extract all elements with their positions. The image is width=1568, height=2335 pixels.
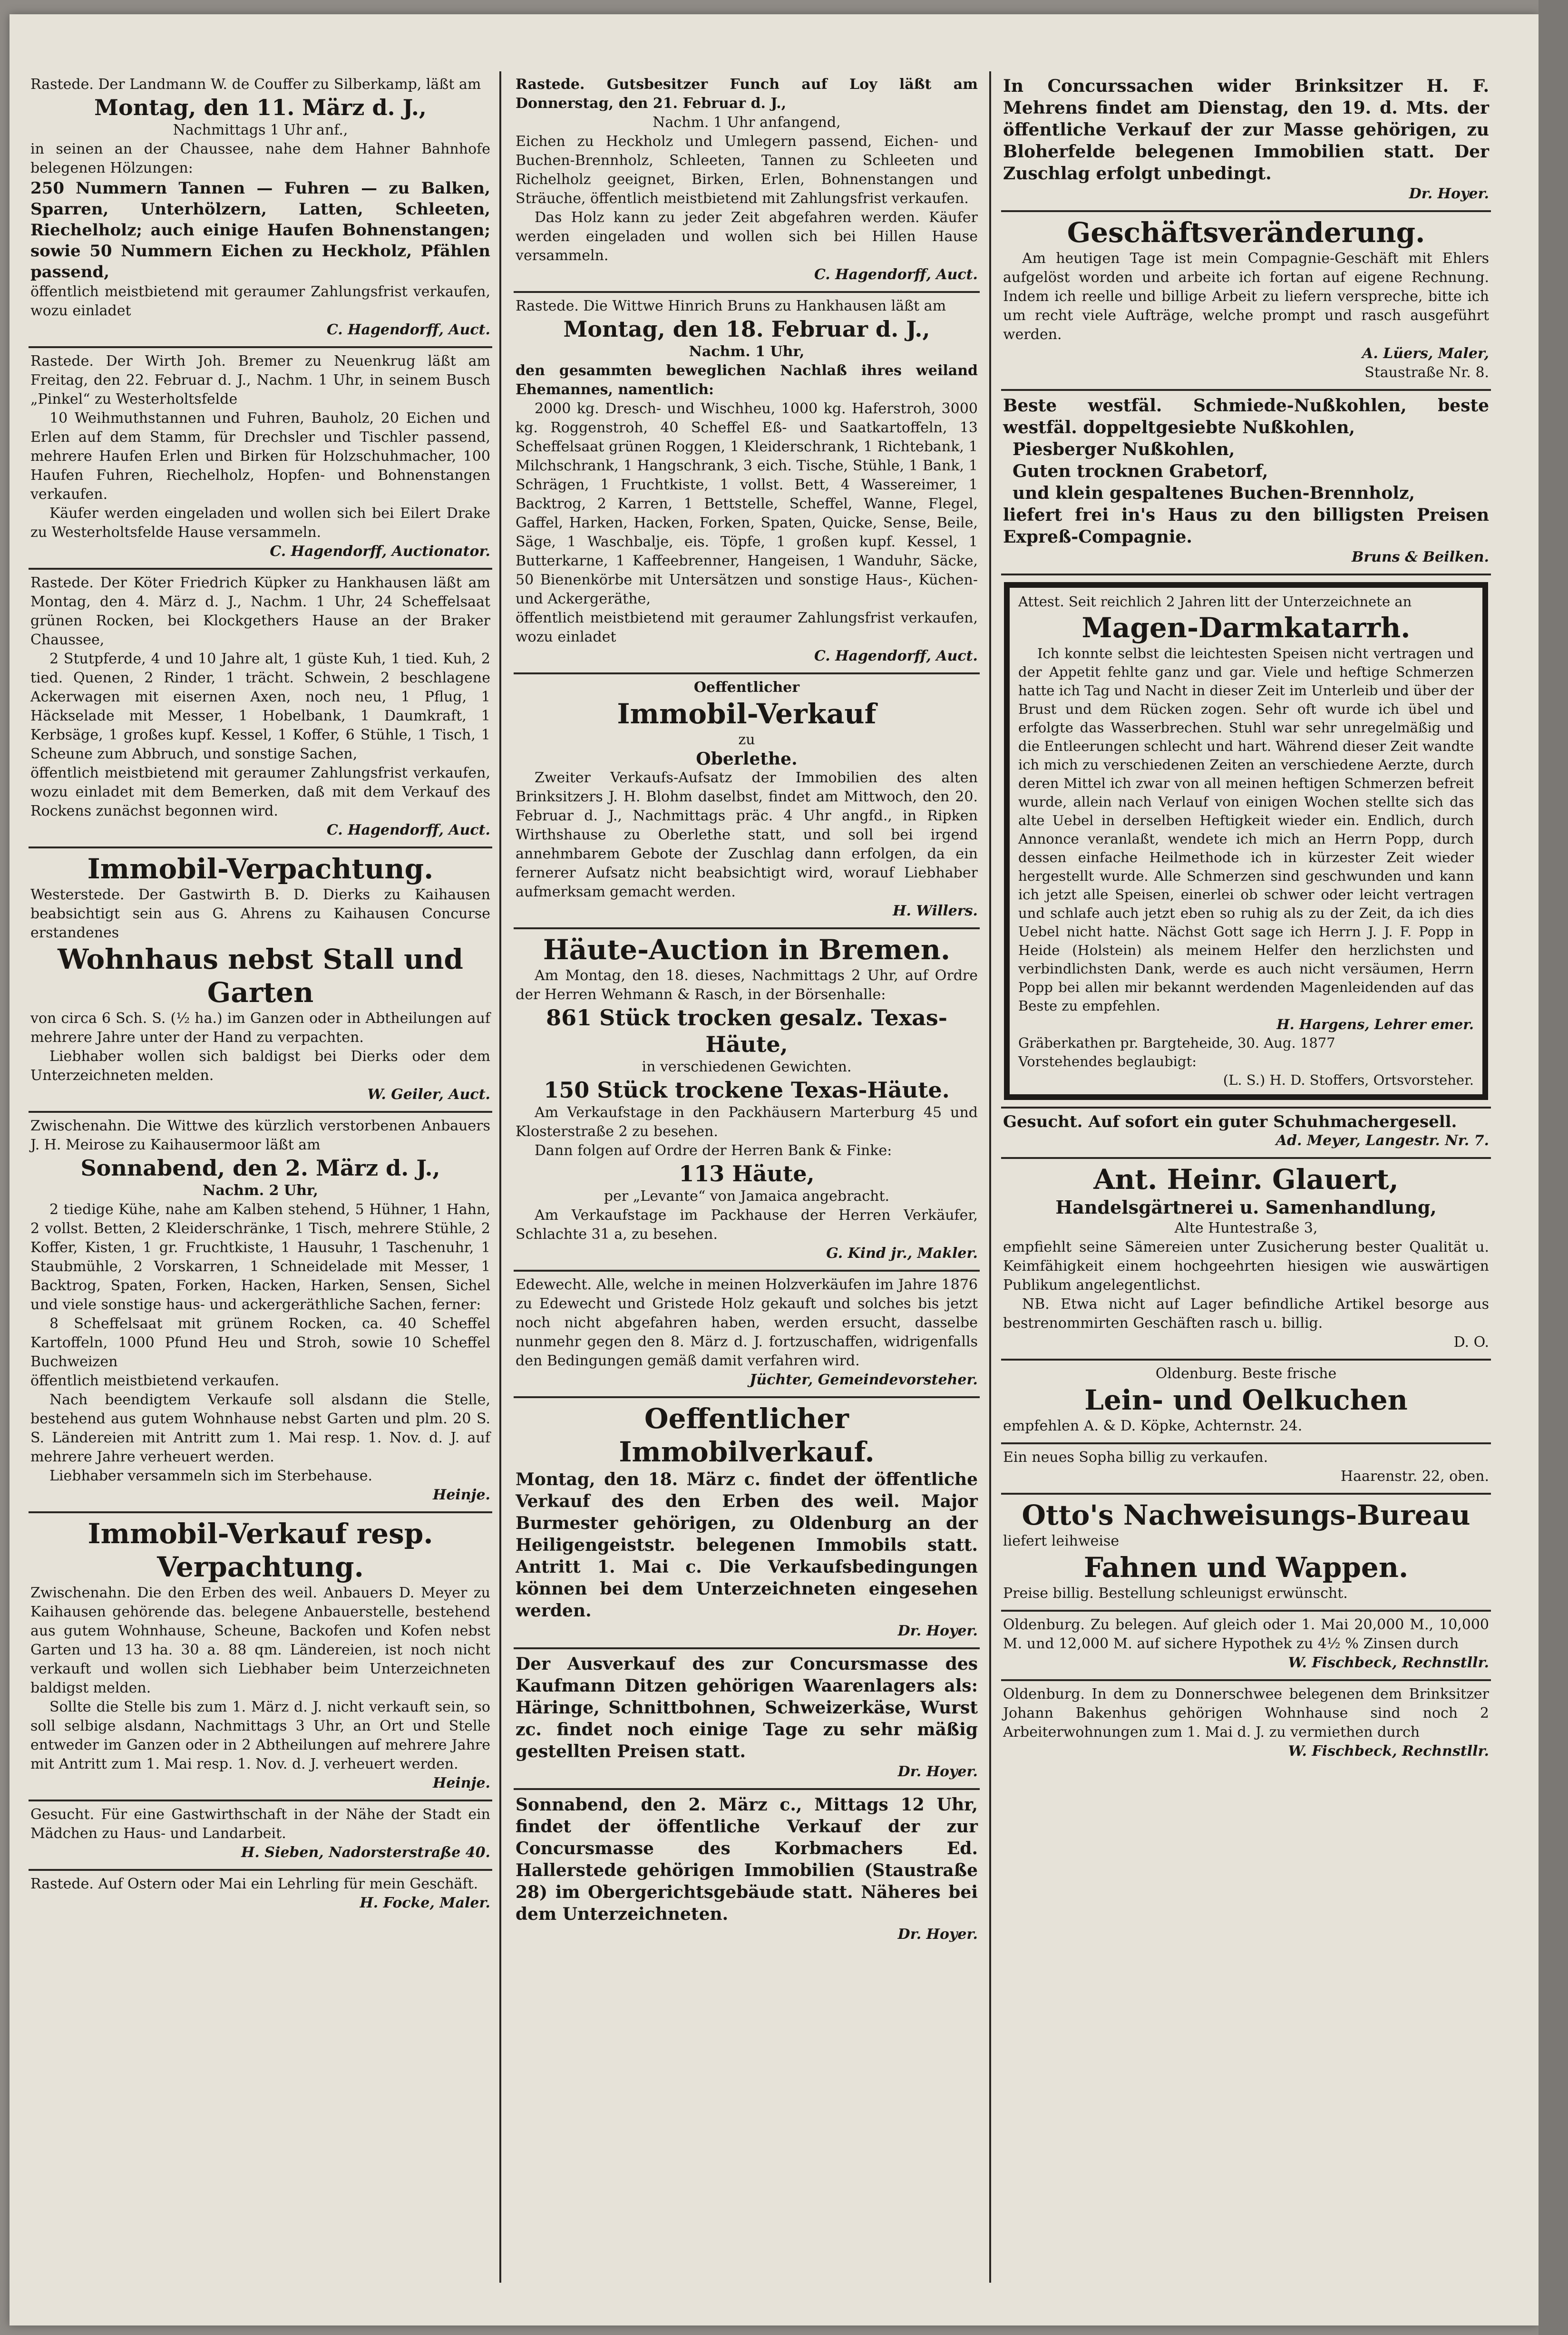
ad-text: NB. Etwa nicht auf Lager befindliche Artikel besorge aus bestrenommirten Geschäften rasch u. billig. [1003, 1296, 1489, 1332]
ad-concurs-mehrens [1001, 71, 1491, 212]
ad-attest-popp [1001, 582, 1491, 1109]
ad-text: 2 Stutpferde, 4 und 10 Jahre alt, 1 güste Kuh, 1 tied. Kuh, 2 tied. Quenen, 2 Rinder, 1 trächt. Schwein, 2 beschlagene Ackerwagen mit eisernen Axen, noch neu, 1 Pflug, 1 Häckselade mit Messer, 1 Hobelbank, 1 Daumkraft, 1 Kerbsäge, 1 großes kupf. Kessel, 1 Koffer, 6 Stühle, 1 Tisch, 1 Scheune zum Abbruch, und sonstige Sachen, [30, 651, 490, 762]
ad-fischbeck-wohnungen [1001, 1681, 1491, 1768]
ad-immobilverkauf-burmester [514, 1398, 980, 1649]
ad-rastede-bruns [514, 293, 980, 674]
ad-headline: Immobil-Verkauf resp. Verpachtung. [88, 1518, 433, 1583]
ad-sopha [1001, 1444, 1491, 1495]
ad-fischbeck-hypothek [1001, 1612, 1491, 1681]
ad-text: den gesammten beweglichen Nachlaß ihres weiland Ehemannes, namentlich: [516, 362, 978, 398]
ad-text: 2 tiedige Kühe, nahe am Kalben stehend, 5 Hühner, 1 Hahn, 2 vollst. Betten, 2 Kleiderschränke, 1 Tisch, mehrere Stühle, 2 Koffer, Kisten, 1 gr. Fruchtkiste, 1 Hausuhr, 1 Taschenuhr, 1 Staubmühle, 2 Vorskarren, 1 Schneidelade mit Messer, 1 Backtrog, Spaten, Forken, Hacken, Harken, Sensen, Sichel und viele sonstige haus- und ackergeräthliche Sachen, ferner: [30, 1201, 490, 1313]
ad-text: Guten trocknen Grabetorf, [1013, 461, 1268, 481]
ad-rastede-kuepker [29, 570, 492, 848]
ad-glauert [1001, 1159, 1491, 1361]
column-3 [1001, 71, 1491, 2302]
ad-text: Liebhaber versammeln sich im Sterbehause. [49, 1468, 373, 1484]
ad-text: öffentlich meistbietend mit geraumer Zahlungsfrist verkaufen, wozu einladet [30, 283, 490, 319]
ad-headline: Oeffentlicher Immobilverkauf. [619, 1402, 875, 1468]
ad-time: Nachm. 2 Uhr, [203, 1182, 318, 1199]
ad-text: Eichen zu Heckholz und Umlegern passend, Eichen- und Buchen-Brennholz, Schleeten, Tannen zu Schleeten und Richelholz geeignet, Birken, Erlen, Bohnenstangen und Sträuche, öffentlich meistbietend mit Zahlungsfrist verkaufen. [516, 133, 978, 207]
ad-signature: Heinje. [432, 1775, 490, 1791]
ad-signature: H. Willers. [893, 903, 978, 919]
ad-text: Rastede. Auf Ostern oder Mai ein Lehrling für mein Geschäft. [30, 1876, 478, 1892]
ad-headline: Ant. Heinr. Glauert, [1093, 1163, 1399, 1196]
ad-text: Nach beendigtem Verkaufe soll alsdann die Stelle, bestehend aus gutem Wohnhause nebst Garten und plm. 20 S. S. Ländereien mit Antritt zum 1. Mai resp. 1. Nov. d. J. auf mehrere Jahre verheuert werden. [30, 1391, 490, 1465]
ad-headline: Lein- und Oelkuchen [1084, 1384, 1408, 1416]
ad-text: in seinen an der Chaussee, nahe dem Hahner Bahnhofe belegenen Hölzungen: [30, 141, 490, 176]
ad-text: Rastede. Die Wittwe Hinrich Bruns zu Hankhausen läßt am [516, 298, 946, 314]
ad-signature: W. Geiler, Auct. [367, 1086, 490, 1103]
ad-headline: Otto's Nachweisungs-Bureau [1022, 1499, 1471, 1531]
ad-immobil-verpachtung [29, 848, 492, 1113]
ad-text: Westerstede. Der Gastwirth B. D. Dierks zu Kaihausen beabsichtigt sein aus G. Ahrens zu Kaihausen Concurse erstandenes [30, 886, 490, 941]
ad-signature: Dr. Hoyer. [897, 1926, 978, 1943]
ad-text: Vorstehendes beglaubigt: [1018, 1053, 1197, 1070]
ad-signature: (L. S.) H. D. Stoffers, Ortsvorsteher. [1223, 1072, 1474, 1088]
ad-text: Montag, den 18. März c. findet der öffentliche Verkauf des den Erben des weil. Major Burmester gehörigen, zu Oldenburg an der Heiligengeiststr. belegenen Immobils statt. Antritt 1. Mai c. Die Verkaufsbedingungen können bei dem Unterzeichneten eingesehen werden. [516, 1469, 978, 1621]
ad-time: Nachm. 1 Uhr anfangend, [653, 114, 841, 131]
ad-kicker: Oeffentlicher [693, 679, 800, 696]
ad-text: In Concurssachen wider Brinksitzer H. F. Mehrens findet am Dienstag, den 19. d. Mts. der öffentliche Verkauf der zur Masse gehörigen, zu Bloherfelde belegenen Immobilien statt. Der Zuschlag erfolgt unbedingt. [1003, 76, 1489, 184]
ad-text: Rastede. Der Köter Friedrich Küpker zu Hankhausen läßt am Montag, den 4. März d. J., Nachm. 1 Uhr, 24 Scheffelsaat grünen Rocken, bei Klockgethers Hause an der Braker Chaussee, [30, 574, 490, 648]
ad-place-date: Gräberkathen pr. Bargteheide, 30. Aug. 1877 [1018, 1035, 1335, 1051]
ad-text: Sollte die Stelle bis zum 1. März d. J. nicht verkauft sein, so soll selbige alsdann, Nachmittags 3 Uhr, an Ort und Stelle entweder im Ganzen oder in 2 Abtheilungen auf mehrere Jahre mit Antritt zum 1. Mai resp. 1. Nov. d. J. verheuert werden. [30, 1699, 490, 1772]
ad-signature: Dr. Hoyer. [897, 1623, 978, 1639]
ad-rastede-funch [514, 71, 980, 293]
ad-text: Rastede. Der Wirth Joh. Bremer zu Neuenkrug läßt am Freitag, den 22. Februar d. J., Nachm. 1 Uhr, in seinem Busch „Pinkel“ zu Westerholtsfelde [30, 353, 490, 408]
ad-lot: 113 Häute, [679, 1161, 815, 1187]
ad-text: Sonnabend, den 2. März c., Mittags 12 Uhr, findet der öffentliche Verkauf der zur Concursmasse des Korbmachers Ed. Hallerstede gehörigen Immobilien (Staustraße 28) im Obergerichtsgebäude statt. Näheres bei dem Unterzeichneten. [516, 1795, 978, 1924]
ad-immobil-verkauf-oberlethe [514, 674, 980, 929]
ad-signature: D. O. [1453, 1334, 1489, 1351]
ad-rastede-bremer [29, 348, 492, 570]
ad-koepke-oelkuchen [1001, 1361, 1491, 1444]
ad-place: Oberlethe. [696, 749, 798, 769]
ad-text: Am Verkaufstage in den Packhäusern Marterburg 45 und Klosterstraße 2 zu besehen. [516, 1104, 978, 1140]
ad-headline: Wohnhaus nebst Stall und Garten [58, 943, 463, 1009]
ad-address: Alte Huntestraße 3, [1174, 1220, 1318, 1236]
ad-text: Beste westfäl. Schmiede-Nußkohlen, beste westfäl. doppeltgesiebte Nußkohlen, [1003, 396, 1489, 438]
ad-edewecht [514, 1272, 980, 1398]
ad-immobil-verkauf-meyer [29, 1513, 492, 1801]
ad-text: Das Holz kann zu jeder Zeit abgefahren werden. Käufer werden eingeladen und wollen sich bei Hillen Hause versammeln. [516, 209, 978, 264]
ad-text: Edewecht. Alle, welche in meinen Holzverkäufen im Jahre 1876 zu Edewecht und Gristede Holz gekauft und solches bis jetzt noch nicht abgefahren haben, werden ersucht, dasselbe nunmehr gegen den 8. März d. J. fortzuschaffen, widrigenfalls den Bedingungen gemäß damit verfahren wird. [516, 1276, 978, 1369]
ad-headline: Immobil-Verkauf [617, 698, 877, 730]
column-rule [499, 71, 501, 2283]
ad-text: Oldenburg. Beste frische [1155, 1365, 1337, 1382]
ad-text: Der Ausverkauf des zur Concursmasse des Kaufmann Ditzen gehörigen Waarenlagers als: Häringe, Schnittbohnen, Schweizerkäse, Wurst zc. findet noch einige Tage zu sehr mäßig gestellten Preisen statt. [516, 1654, 978, 1761]
ad-text: empfiehlt seine Sämereien unter Zusicherung bester Qualität u. Keimfähigkeit einem hochgeehrten hiesigen wie auswärtigen Publikum angelegentlichst. [1003, 1239, 1489, 1294]
ad-text: 2000 kg. Dresch- und Wischheu, 1000 kg. Haferstroh, 3000 kg. Roggenstroh, 40 Scheffel Eß- und Saatkartoffeln, 13 Scheffelsaat grünen Roggen, 1 Kleiderschrank, 1 Richtebank, 1 Milchschrank, 1 Hangschrank, 3 eich. Tische, Stühle, 1 Bank, 1 Schrägen, 1 Fruchtkiste, 1 vollst. Bett, 4 Wassereimer, 1 Backtrog, 2 Karren, 1 Bettstelle, Scheffel, Wanne, Flegel, Gaffel, Harken, Hacken, Forken, Spaten, Quicke, Sense, Beile, Säge, 1 Waschbalje, eis. Töpfe, 1 großen kupf. Kessel, 1 Butterkarne, 1 Kaffeebrenner, Hangeisen, 1 Wanduhr, Säcke, 50 Bienenkörbe mit Untersätzen und sonstige Haus-, Küchen- und Ackergeräthe, [516, 400, 978, 607]
ad-subhead: Handelsgärtnerei u. Samenhandlung, [1055, 1197, 1437, 1218]
ad-text: Ein neues Sopha billig zu verkaufen. [1003, 1449, 1268, 1466]
ad-signature: H. Focke, Maler. [360, 1895, 490, 1911]
ad-signature: W. Fischbeck, Rechnstllr. [1288, 1654, 1489, 1671]
ad-lot: 861 Stück trocken gesalz. Texas-Häute, [546, 1005, 947, 1057]
ad-signature: Dr. Hoyer. [897, 1763, 978, 1780]
ad-text: Rastede. Gutsbesitzer Funch auf Loy läßt am Donnerstag, den 21. Februar d. J., [516, 76, 978, 112]
ad-time: Nachm. 1 Uhr, [689, 343, 805, 360]
ad-text: 10 Weihmuthstannen und Fuhren, Bauholz, 20 Eichen und Erlen auf dem Stamm, für Drechsler und Tischler passend, mehrere Haufen Erlen und Birken für Holzschuhmacher, 100 Haufen Fuhren, Riechelholz, Hopfen- und Bohnenstangen verkaufen. [30, 410, 490, 503]
ad-text: und klein gespaltenes Buchen-Brennholz, [1013, 483, 1415, 503]
ad-text: von circa 6 Sch. S. (½ ha.) im Ganzen oder in Abtheilungen auf mehrere Jahre unter der Hand zu verpachten. [30, 1010, 490, 1046]
column-rule [989, 71, 991, 2283]
ad-text: Am Verkaufstage im Packhause der Herren Verkäufer, Schlachte 31 a, zu besehen. [516, 1207, 978, 1243]
ad-text: empfehlen A. & D. Köpke, Achternstr. 24. [1003, 1418, 1303, 1434]
ad-zwischenahn-meirose [29, 1113, 492, 1513]
ad-date-heading: Montag, den 18. Februar d. J., [563, 316, 930, 342]
ad-text: öffentlich meistbietend verkaufen. [30, 1372, 280, 1389]
ad-signature: A. Lüers, Maler, [1362, 345, 1489, 362]
ad-signature: H. Sieben, Nadorsterstraße 40. [241, 1844, 490, 1861]
ad-hallerstede [514, 1790, 980, 1951]
ad-text: 8 Scheffelsaat mit grünem Rocken, ca. 40 Scheffel Kartoffeln, 1000 Pfund Heu und Stroh, sowie 10 Scheffel Buchweizen [30, 1315, 490, 1370]
ad-text: Oldenburg. Zu belegen. Auf gleich oder 1. Mai 20,000 M., 10,000 M. und 12,000 M. auf sichere Hypothek zu 4½ % Zinsen durch [1003, 1616, 1489, 1652]
ad-haeute-auction [514, 929, 980, 1272]
ad-lot: 150 Stück trockene Texas-Häute. [544, 1077, 950, 1103]
ad-items: 250 Nummern Tannen — Fuhren — zu Balken, Sparren, Unterhölzern, Latten, Schleeten, Riechelholz; auch einige Haufen Bohnenstangen; sowie 50 Nummern Eichen zu Heckholz, Pfählen passend, [30, 179, 490, 282]
ad-signature: W. Fischbeck, Rechnstllr. [1288, 1743, 1489, 1760]
ad-text: Liebhaber wollen sich baldigst bei Dierks oder dem Unterzeichneten melden. [30, 1048, 490, 1084]
ad-signature: Ad. Meyer, Langestr. Nr. 7. [1276, 1132, 1489, 1149]
ad-text: Zweiter Verkaufs-Aufsatz der Immobilien des alten Brinksitzers J. H. Blohm daselbst, findet am Mittwoch, den 20. Februar d. J., Nachmittags präc. 4 Uhr angfd., in Ripken Wirthshause zu Oberlethe statt, und soll bei irgend annehmbarem Gebote der Zuschlag dann erfolgen, da ein fernerer Aufsatz nicht beabsichtigt wird, worauf Liebhaber aufmerksam gemacht werden. [516, 769, 978, 900]
ad-text: Gesucht. Auf sofort ein guter Schuhmachergesell. [1003, 1112, 1457, 1131]
ad-date-heading: Montag, den 11. März d. J., [94, 95, 427, 120]
ad-geschaeftsveraenderung [1001, 212, 1491, 391]
column-1 [29, 71, 492, 2302]
ad-rastede-couffer [29, 71, 492, 348]
ad-headline: Immobil-Verpachtung. [87, 853, 434, 885]
ad-headline: Fahnen und Wappen. [1083, 1551, 1409, 1584]
ad-text: Preise billig. Bestellung schleunigst erwünscht. [1003, 1585, 1348, 1602]
ad-text: Gesucht. Für eine Gastwirthschaft in der Nähe der Stadt ein Mädchen zu Haus- und Landarbeit. [30, 1806, 490, 1842]
ad-text: Käufer werden eingeladen und wollen sich bei Eilert Drake zu Westerholtsfelde Hause versammeln. [30, 505, 490, 541]
ad-signature: C. Hagendorff, Auct. [814, 648, 978, 664]
ad-text: Attest. Seit reichlich 2 Jahren litt der Unterzeichnete an [1018, 593, 1412, 610]
ad-text: Oldenburg. In dem zu Donnerschwee belegenen dem Brinksitzer Johann Bakenhus gehörigen Wohnhause sind noch 2 Arbeiterwohnungen zum 1. Mai d. J. zu vermiethen durch [1003, 1686, 1489, 1741]
ad-gesucht-sieben [29, 1801, 492, 1871]
column-2 [514, 71, 980, 2302]
ad-text: Rastede. Der Landmann W. de Couffer zu Silberkamp, läßt am [30, 76, 481, 93]
ad-headline: Geschäftsveränderung. [1067, 216, 1425, 249]
ad-date-heading: Sonnabend, den 2. März d. J., [80, 1155, 440, 1181]
ad-text: liefert frei in's Haus zu den billigsten Preisen Expreß-Compagnie. [1003, 505, 1489, 547]
ad-otto-nachweisungs-bureau [1001, 1495, 1491, 1612]
ad-signature: Heinje. [432, 1487, 490, 1503]
ad-signature: C. Hagendorff, Auct. [814, 266, 978, 283]
ad-text: Dann folgen auf Ordre der Herren Bank & Finke: [535, 1142, 892, 1159]
ad-signature: Bruns & Beilken. [1351, 549, 1489, 565]
ad-text: per „Levante“ von Jamaica angebracht. [604, 1188, 890, 1205]
ad-signature: C. Hagendorff, Auctionator. [270, 543, 490, 560]
ad-text: öffentlich meistbietend mit geraumer Zahlungsfrist verkaufen, wozu einladet mit dem Bemerken, daß mit dem Verkauf des Rockens zunächst begonnen wird. [30, 765, 490, 819]
ad-text: zu [738, 731, 755, 748]
ad-frame [1004, 582, 1488, 1100]
ad-kohlen-bruns-beilken [1001, 391, 1491, 575]
ad-text: Am heutigen Tage ist mein Compagnie-Geschäft mit Ehlers aufgelöst worden und arbeite ich fortan auf eigene Rechnung. Indem ich reelle und billige Arbeit zu liefern verspreche, bitte ich um recht viele Aufträge, welche prompt und rasch ausgeführt werden. [1003, 250, 1489, 343]
ad-text: öffentlich meistbietend mit geraumer Zahlungsfrist verkaufen, wozu einladet [516, 610, 978, 645]
ad-text: Piesberger Nußkohlen, [1013, 439, 1235, 459]
ad-signature: G. Kind jr., Makler. [826, 1245, 978, 1262]
ad-time: Nachmittags 1 Uhr anf., [173, 122, 348, 138]
scan-background-strip [1539, 0, 1568, 2335]
ad-signature: Dr. Hoyer. [1409, 185, 1489, 202]
ad-ausverkauf-ditzen [514, 1649, 980, 1790]
ad-rastede-focke [29, 1871, 492, 1919]
ad-text: Zwischenahn. Die Wittwe des kürzlich verstorbenen Anbauers J. H. Meirose zu Kaihausermoor läßt am [30, 1118, 490, 1153]
ad-address: Staustraße Nr. 8. [1364, 364, 1489, 381]
ad-address: Haarenstr. 22, oben. [1340, 1468, 1489, 1485]
ad-signature: Jüchter, Gemeindevorsteher. [750, 1372, 978, 1388]
ad-text: Zwischenahn. Die den Erben des weil. Anbauers D. Meyer zu Kaihausen gehörende das. belegene Anbauerstelle, bestehend aus gutem Wohnhause, Scheune, Backofen und Kofen nebst Garten und 13 ha. 30 a. 88 qm. Ländereien, ist noch nicht verkauft und wollen sich Liebhaber beim Unterzeichneten baldigst melden. [30, 1585, 490, 1696]
ad-headline: Häute-Auction in Bremen. [543, 934, 951, 966]
ad-gesucht-meyer [1001, 1109, 1491, 1159]
ad-text: Am Montag, den 18. dieses, Nachmittags 2 Uhr, auf Ordre der Herren Wehmann & Rasch, in der Börsenhalle: [516, 967, 978, 1003]
ad-text: liefert leihweise [1003, 1533, 1120, 1549]
ad-signature: H. Hargens, Lehrer emer. [1276, 1016, 1474, 1032]
ad-text: in verschiedenen Gewichten. [642, 1059, 852, 1075]
ad-headline: Magen-Darmkatarrh. [1081, 612, 1411, 644]
ad-signature: C. Hagendorff, Auct. [326, 822, 490, 838]
ad-signature: C. Hagendorff, Auct. [326, 321, 490, 338]
ad-text: Ich konnte selbst die leichtesten Speisen nicht vertragen und der Appetit fehlte ganz und gar. Viele und heftige Schmerzen hatte ich Tag und Nacht in dieser Zeit im Unterleib und über der Brust und dem Rücken zogen. Sehr oft wurde ich übel und erfolgte das Wasserbrechen. Stuhl war sehr unregelmäßig und die Entleerungen schlecht und hart. Während dieser Zeit wandte ich mich zu verschiedenen Zeiten an verschiedene Aerzte, durch deren Mittel ich zwar von all meinen heftigen Schmerzen befreit wurde, allein nach Verlauf von einigen Wochen stellte sich das alte Uebel in derselben Heftigkeit wieder ein. Endlich, durch Annonce veranlaßt, wendete ich mich an Herrn Popp, durch dessen einfache Heilmethode ich in kürzester Zeit wieder hergestellt wurde. Alle Schmerzen sind geschwunden und kann ich jetzt alle Speisen, einerlei ob schwer oder leicht vertragen und schlafe auch jetzt eben so ruhig als zu der Zeit, da ich dies Uebel nicht hatte. Nächst Gott sage ich Herrn J. J. F. Popp in Heide (Holstein) als meinem Helfer den herzlichsten und verbindlichsten Dank, werde es auch nicht versäumen, Herrn Popp bei allen mir bekannt werdenden Magenleidenden auf das Beste zu empfehlen. [1018, 645, 1474, 1014]
